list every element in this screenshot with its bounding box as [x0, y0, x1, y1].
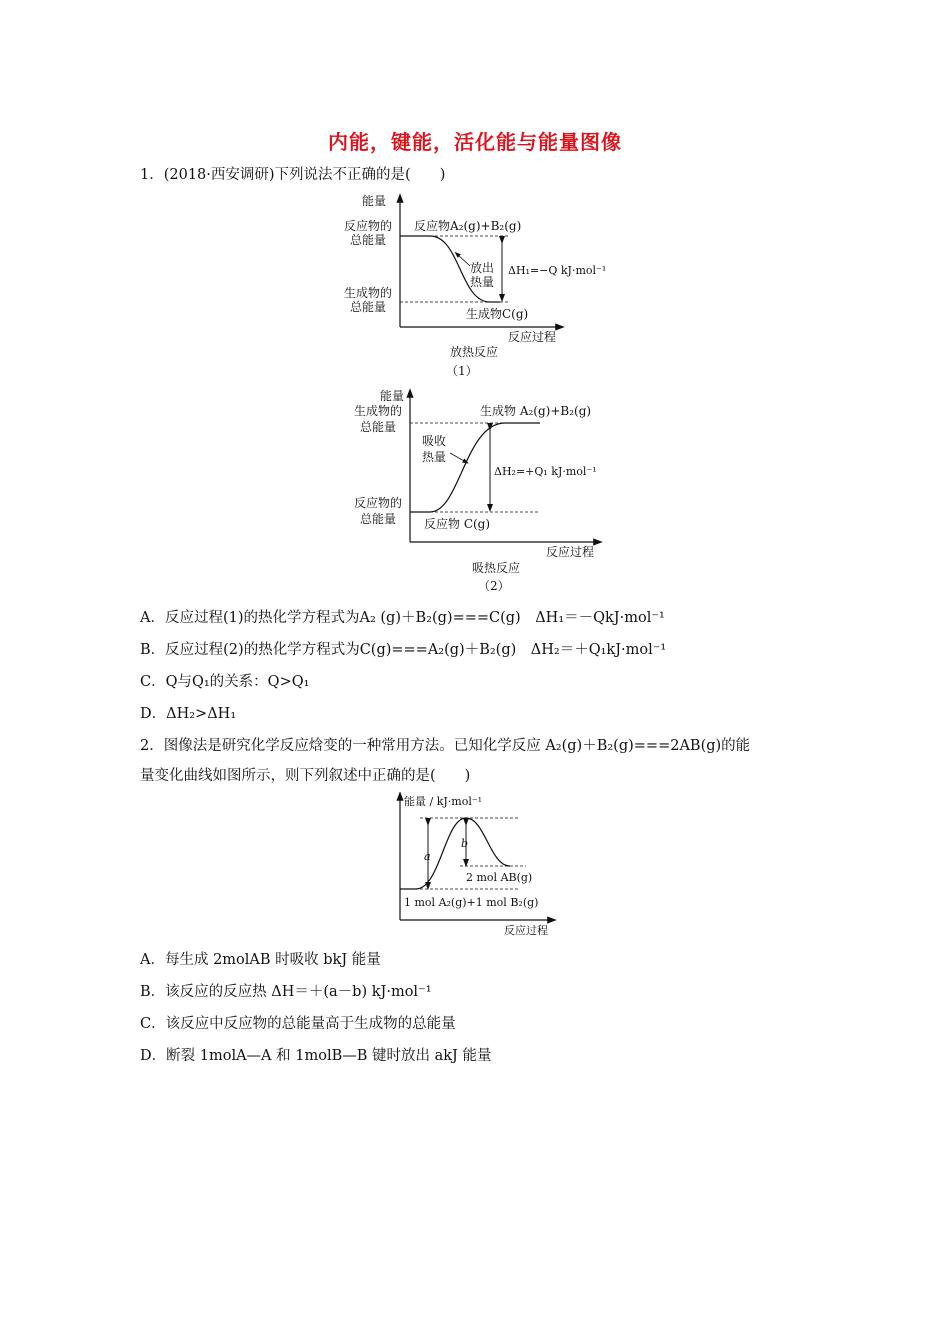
figure-number: （2） — [478, 579, 510, 593]
figure-caption: 吸热反应 — [472, 561, 521, 575]
q2-stem-line2: 量变化曲线如图所示，则下列叙述中正确的是( ) — [140, 768, 471, 784]
product-label: 2 mol AB(g) — [466, 871, 533, 884]
a-label: a — [424, 850, 431, 863]
figure-endothermic — [340, 385, 640, 595]
product-total-line2: 总能量 — [360, 420, 397, 434]
absorb-heat-line1: 吸收 — [422, 434, 447, 448]
figure-number: （1） — [446, 364, 478, 378]
product-total-line2: 总能量 — [350, 300, 387, 314]
reactant-total-line2: 总能量 — [360, 512, 397, 526]
y-axis-label: 能量 / kJ·mol⁻¹ — [404, 795, 483, 808]
reactant-label: 1 mol A₂(g)+1 mol B₂(g) — [404, 896, 539, 909]
q1-option-b: B．反应过程(2)的热化学方程式为C(g)===A₂(g)＋B₂(g) ΔH₂＝＋Q₁kJ·mol⁻¹ — [140, 642, 667, 658]
reactant-label: 反应物A₂(g)+B₂(g) — [414, 219, 522, 233]
x-axis-label: 反应过程 — [546, 545, 595, 559]
q2-option-b: B．该反应的反应热 ΔH＝＋(a－b) kJ·mol⁻¹ — [140, 984, 432, 1000]
product-label: 生成物 A₂(g)+B₂(g) — [480, 404, 592, 418]
q1-option-c: C．Q与Q₁的关系：Q>Q₁ — [140, 674, 310, 690]
pointer-line — [457, 254, 470, 266]
figure-activation-energy — [380, 792, 580, 942]
x-axis-label: 反应过程 — [508, 330, 557, 344]
b-label: b — [461, 837, 469, 850]
reactant-total-line2: 总能量 — [350, 233, 387, 247]
pointer-line — [450, 453, 466, 462]
figure-exothermic — [330, 190, 630, 380]
delta-h-label: ΔH₂=+Q₁ kJ·mol⁻¹ — [494, 465, 597, 478]
q1-option-d: D．ΔH₂>ΔH₁ — [140, 706, 237, 722]
product-total-line1: 生成物的 — [354, 404, 403, 418]
x-axis-label: 反应过程 — [504, 924, 548, 937]
delta-h-label: ΔH₁=−Q kJ·mol⁻¹ — [508, 264, 607, 277]
y-axis-label: 能量 — [362, 194, 387, 208]
absorb-heat-line2: 热量 — [422, 450, 447, 464]
release-heat-line2: 热量 — [470, 275, 495, 289]
figure-caption: 放热反应 — [450, 345, 499, 359]
q1-option-a: A．反应过程(1)的热化学方程式为A₂ (g)＋B₂(g)===C(g) ΔH₁＝－QkJ·mol⁻¹ — [140, 610, 665, 626]
page-title: 内能，键能，活化能与能量图像 — [328, 130, 622, 154]
q2-stem-line1: 2．图像法是研究化学反应焓变的一种常用方法。已知化学反应 A₂(g)＋B₂(g)===2AB(g)的能 — [140, 738, 751, 754]
release-heat-line1: 放出 — [470, 261, 495, 275]
product-total-line1: 生成物的 — [344, 286, 393, 300]
reactant-total-line1: 反应物的 — [344, 219, 393, 233]
reactant-total-line1: 反应物的 — [354, 496, 403, 510]
q2-option-a: A．每生成 2molAB 时吸收 bkJ 能量 — [140, 952, 381, 968]
q2-option-c: C．该反应中反应物的总能量高于生成物的总能量 — [140, 1016, 456, 1032]
q1-stem: 1．(2018·西安调研)下列说法不正确的是( ) — [140, 167, 446, 183]
product-label: 生成物C(g) — [466, 307, 529, 321]
reactant-label: 反应物 C(g) — [424, 517, 491, 531]
q2-option-d: D．断裂 1molA—A 和 1molB—B 键时放出 akJ 能量 — [140, 1048, 492, 1064]
y-axis-label: 能量 — [380, 389, 405, 403]
